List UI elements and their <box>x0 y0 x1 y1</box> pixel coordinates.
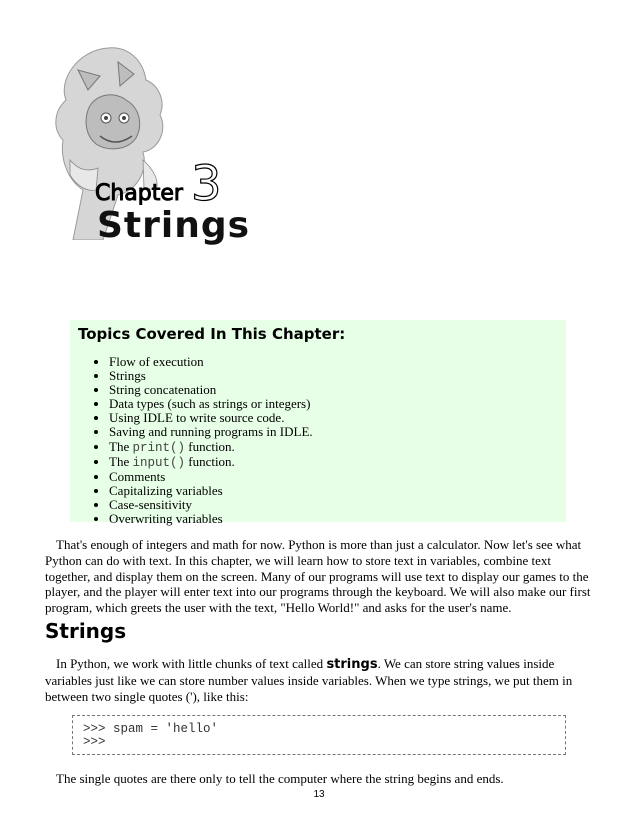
topic-text: The <box>109 438 133 454</box>
code-example: >>> spam = 'hello' >>> <box>72 715 566 755</box>
chapter-word: Chapter <box>95 181 183 206</box>
topic-text: Strings <box>109 368 146 384</box>
topic-item <box>109 498 566 512</box>
topics-heading: Topics Covered In This Chapter: <box>78 325 346 343</box>
topic-text: Saving and running programs in IDLE. <box>109 424 313 440</box>
topic-text: The <box>109 453 133 469</box>
term-strings: strings <box>326 657 378 672</box>
topic-text: Overwriting variables <box>109 511 223 527</box>
strings-paragraph <box>45 656 597 704</box>
section-heading: Strings <box>45 619 127 643</box>
page-number: 13 <box>313 789 325 800</box>
topic-text: String concatenation <box>109 382 217 398</box>
chapter-label <box>95 156 222 212</box>
closing-paragraph: The single quotes are there only to tell the computer where the string begins and ends. <box>56 771 504 786</box>
topic-item <box>109 455 566 470</box>
topic-item <box>109 484 566 498</box>
topic-item <box>109 397 566 411</box>
topic-text: Case-sensitivity <box>109 496 193 512</box>
topic-item <box>109 355 566 369</box>
topic-text: Comments <box>109 468 166 484</box>
topic-text: function. <box>184 453 235 469</box>
topic-item <box>109 425 566 439</box>
paragraph-text: . We can store string values inside variables just like we can store number values inside variables. When we type strings, we put them in between two single quotes ('), like this: <box>45 656 573 704</box>
topic-text: function. <box>184 438 235 454</box>
paragraph-text: In Python, we work with little chunks of text called <box>56 656 327 671</box>
topics-list <box>78 355 566 526</box>
topic-item <box>109 369 566 383</box>
topic-item <box>109 470 566 484</box>
topic-code: input() <box>132 455 185 470</box>
topics-box <box>70 320 566 527</box>
topic-code: print() <box>132 440 185 455</box>
chapter-title: Strings <box>97 205 251 246</box>
intro-paragraph: That's enough of integers and math for now. Python is more than just a calculator. Now let's see what Python can do with text. In this chapter, we will learn how to store text in variables, combine text together, and display them on the screen. Many of our programs will use text to display our games to the player, and the player will enter text into our programs through the keyboard. We will also make our first program, which greets the user with the text, "Hello World!" and asks for the user's name. <box>45 537 591 616</box>
topic-item <box>109 383 566 397</box>
topic-item <box>109 512 566 526</box>
topic-text: Flow of execution <box>109 354 204 369</box>
topic-item <box>109 440 566 455</box>
topic-text: Capitalizing variables <box>109 482 223 498</box>
topic-text: Using IDLE to write source code. <box>109 410 285 426</box>
chapter-number: 3 <box>190 156 222 212</box>
topic-item <box>109 411 566 425</box>
topic-text: Data types (such as strings or integers) <box>109 396 311 412</box>
